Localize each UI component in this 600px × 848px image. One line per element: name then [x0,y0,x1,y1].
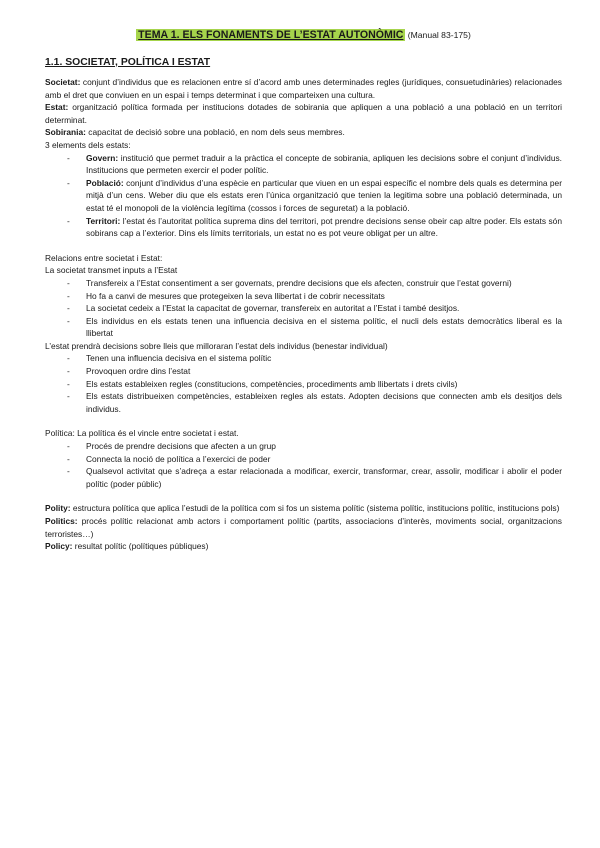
politics-list [45,440,562,490]
list-item: - Ho fa a canvi de mesures que protegeixen la seva llibertat i de cobrir necessitats [64,290,562,303]
list-item: - Connecta la noció de política a l’exercici de poder [64,453,562,466]
section-heading: 1.1. SOCIETAT, POLÍTICA I ESTAT [45,57,211,68]
element-text: l’estat és l’autoritat política suprema dins del territori, pot prendre decisions sense obeir cap altre poder. Els estats són sobirans cap a l’exterior. Dins els límits territorials, un estat no es pot veure obligat per un altre. [86,215,562,239]
document-title [45,28,562,42]
society-inputs-title: La societat transmet inputs a l’Estat [45,265,178,276]
list-item: - Procés de prendre decisions que afecten a un grup [64,440,562,453]
element-term: Població: [86,177,124,188]
list-item: - Provoquen ordre dins l’estat [64,365,562,378]
definition-sobirania [45,126,562,139]
state-elements-list [45,152,562,240]
list-item [64,177,562,215]
definition-text: conjunt d’individus que es relacionen entre sí d’acord amb unes determinades regles (jurídiques, consuetudinàries) relacionades amb el dret que conviuen en un espai i temps determinat i que comparteixen una cultura. [45,77,562,100]
state-decisions-title: L’estat prendrà decisions sobre lleis que milloraran l’estat dels individus (benestar individual) [45,340,388,351]
element-term: Govern: [86,152,119,163]
definition-polity [45,502,562,515]
list-item: - Els estats distribueixen competències, estableixen regles als estats. Adopten decisions que connecten amb els desitjos dels individus. [64,390,562,415]
title-main: TEMA 1. ELS FONAMENTS DE L’ESTAT AUTONÒMIC [138,29,404,41]
element-text: institució que permet traduir a la pràctica el concepte de sobirania, apliquen les decisions sobre el conjunt d’individus. Institucions que permeten exercir el poder polític. [86,152,562,176]
definition-term: Politics: [45,516,78,526]
society-inputs-list [45,277,562,340]
list-item: - Els estats estableixen regles (constitucions, competències, procediments amb llibertats i drets civils) [64,378,562,391]
definition-text: capacitat de decisió sobre una població, en nom dels seus membres. [88,127,345,138]
definition-societat [45,76,562,101]
definition-term: Estat: [45,102,69,113]
politics-title: Política: La política és el vincle entre societat i estat. [45,428,239,439]
list-item: - Qualsevol activitat que s’adreça a estar relacionada a modificar, exercir, transformar, crear, assolir, modificar i abolir el poder polític (poder públic) [64,465,562,490]
elements-intro: 3 elements dels estats: [45,139,131,150]
definition-estat [45,101,562,126]
definition-politics [45,515,562,540]
definition-term: Policy: [45,541,73,552]
list-item: - Transfereix a l’Estat consentiment a ser governats, prendre decisions que els afecten, construir que l’estat governi) [64,277,562,290]
list-item [64,215,562,240]
list-item: - Tenen una influencia decisiva en el sistema polític [64,352,562,365]
definition-term: Sobirania: [45,127,86,138]
element-term: Territori: [86,215,121,226]
title-manual-reference: (Manual 83-175) [407,30,471,40]
list-item: - Els individus en els estats tenen una influencia decisiva en el sistema polític, el nucli dels estats democràtics liberal es la llibertat [64,315,562,340]
definition-text: procés polític relacionat amb actors i comportament polític (partits, associacions d’interès, moviments social, organitzacions terroristes…) [45,516,562,539]
list-item [64,152,562,177]
list-item: - La societat cedeix a l’Estat la capacitat de governar, transfereix en autoritat a l’Estat i també desitjos. [64,302,562,315]
definition-policy [45,540,562,553]
state-decisions-list [45,352,562,415]
definition-text: organització política formada per institucions dotades de sobirania que apliquen a una població a una població en un territori determinat. [45,102,562,125]
definition-term: Polity: [45,503,71,514]
definition-term: Societat: [45,77,81,87]
definition-text: estructura política que aplica l’estudi de la política com si fos un sistema polític (sistema polític, institucions polític, institucions pols) [72,503,560,514]
definition-text: resultat polític (polítiques públiques) [74,541,209,552]
relations-title: Relacions entre societat i Estat: [45,252,163,263]
element-text: conjunt d’individus d’una espècie en particular que viuen en un espai específic el nombre dels quals es determina per mitjà d’un cens. Weber diu que els estats eren l’única organització que tenien la legitima sobre una població determinada, un estat té el monopoli de la violència legítima (cossos i forces de seguretat) a la població. [86,177,563,213]
